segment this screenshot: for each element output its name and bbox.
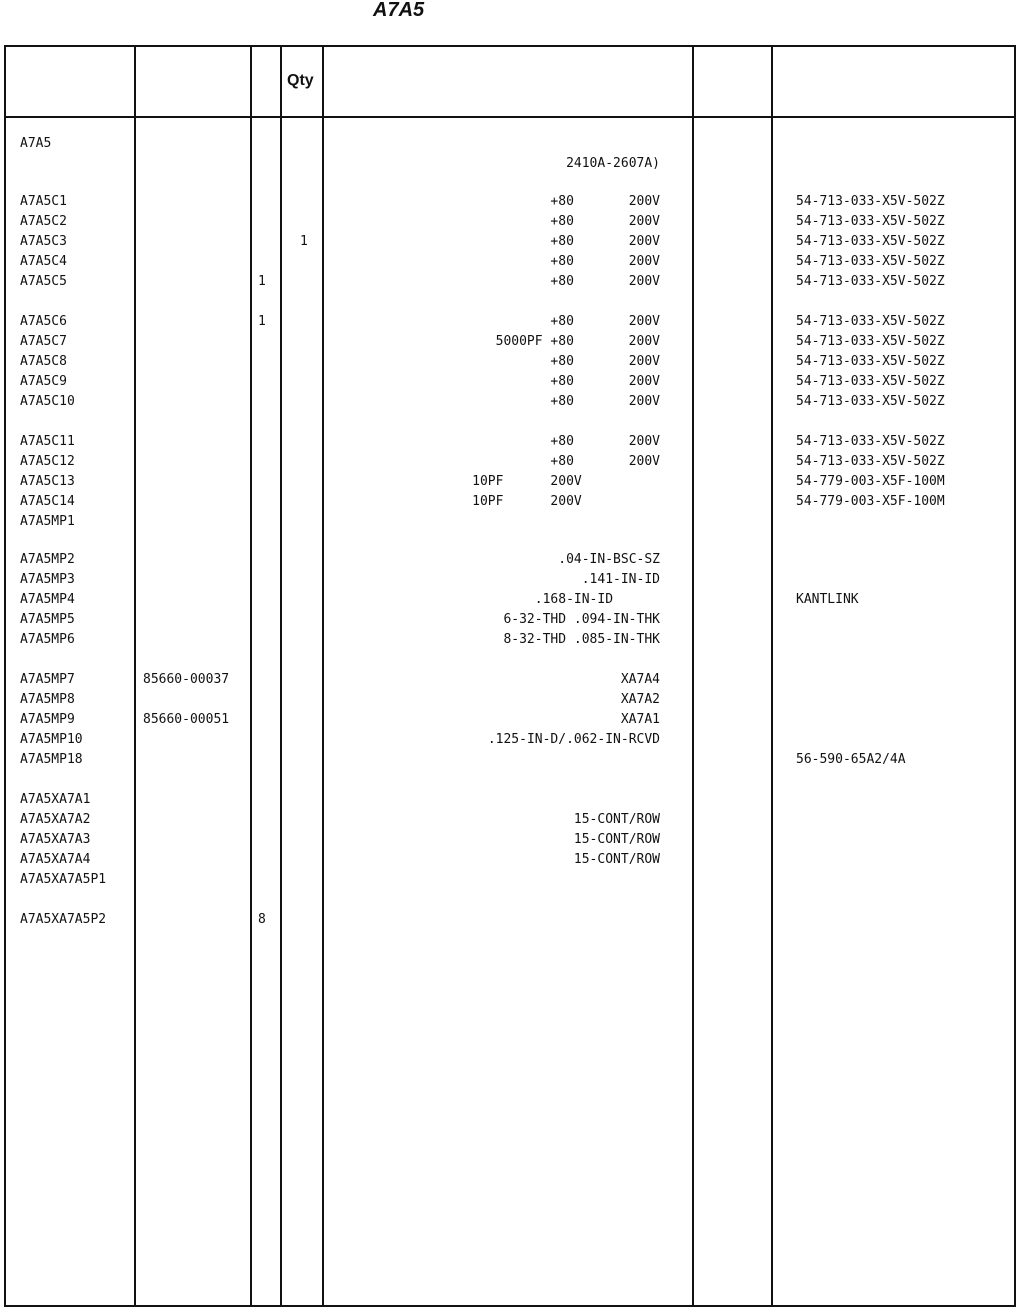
table-row [0, 352, 1020, 372]
cell-ref: A7A5C5 [20, 274, 67, 289]
table-row [0, 134, 1020, 154]
table-row [0, 232, 1020, 252]
cell-pn: 85660-00037 [143, 672, 230, 687]
cell-desc: +80 200V [550, 434, 660, 449]
cell-desc: +80 200V [550, 314, 660, 329]
cell-ref: A7A5C12 [20, 454, 75, 469]
cell-mfr: 54-713-033-X5V-502Z [796, 254, 945, 269]
cell-mfr: 54-713-033-X5V-502Z [796, 194, 945, 209]
cell-desc: +80 200V [550, 254, 660, 269]
cell-desc: +80 200V [550, 354, 660, 369]
cell-ref: A7A5XA7A5P2 [20, 912, 107, 927]
table-row [0, 830, 1020, 850]
header-divider [4, 116, 1016, 118]
table-row [0, 810, 1020, 830]
table-row [0, 492, 1020, 512]
cell-ref: A7A5C8 [20, 354, 67, 369]
cell-mfr: 54-779-003-X5F-100M [796, 474, 945, 489]
table-row [0, 272, 1020, 292]
cell-ref: A7A5XA7A5P1 [20, 872, 107, 887]
cell-ref: A7A5C3 [20, 234, 67, 249]
cell-desc: 5000PF +80 200V [495, 334, 660, 349]
cell-mfr: 54-713-033-X5V-502Z [796, 454, 945, 469]
table-row [0, 312, 1020, 332]
cell-desc: .141-IN-ID [581, 572, 660, 587]
table-row [0, 610, 1020, 630]
table-row [0, 432, 1020, 452]
cell-mfr: 54-713-033-X5V-502Z [796, 374, 945, 389]
cell-ref: A7A5XA7A4 [20, 852, 91, 867]
table-row [0, 570, 1020, 590]
cell-ref: A7A5C13 [20, 474, 75, 489]
table-row [0, 850, 1020, 870]
cell-mfr: 56-590-65A2/4A [796, 752, 906, 767]
table-row [0, 512, 1020, 532]
cell-desc: .125-IN-D/.062-IN-RCVD [487, 732, 660, 747]
cell-mfr: 54-713-033-X5V-502Z [796, 394, 945, 409]
table-row [0, 910, 1020, 930]
cell-desc: .04-IN-BSC-SZ [558, 552, 660, 567]
cell-desc: 2410A-2607A) [566, 156, 660, 171]
cell-desc: XA7A2 [620, 692, 660, 707]
cell-mfr: 54-779-003-X5F-100M [796, 494, 945, 509]
table-row [0, 192, 1020, 212]
cell-desc: +80 200V [550, 234, 660, 249]
cell-desc: +80 200V [550, 274, 660, 289]
cell-ref: A7A5C7 [20, 334, 67, 349]
table-row [0, 630, 1020, 650]
cell-desc: XA7A4 [620, 672, 660, 687]
cell-mfr: KANTLINK [796, 592, 859, 607]
cell-ref: A7A5C11 [20, 434, 75, 449]
cell-mfr: 54-713-033-X5V-502Z [796, 334, 945, 349]
cell-desc: 8-32-THD .085-IN-THK [503, 632, 660, 647]
table-row [0, 870, 1020, 890]
cell-desc: +80 200V [550, 454, 660, 469]
cell-desc: 15-CONT/ROW [573, 812, 660, 827]
table-row [0, 452, 1020, 472]
qty-column-header: Qty [287, 72, 314, 89]
cell-ref: A7A5C6 [20, 314, 67, 329]
cell-ref: A7A5MP1 [20, 514, 75, 529]
cell-desc: .168-IN-ID [534, 592, 660, 607]
cell-ref: A7A5MP9 [20, 712, 75, 727]
cell-desc: 15-CONT/ROW [573, 832, 660, 847]
cell-cd: 1 [258, 314, 266, 329]
cell-desc: 15-CONT/ROW [573, 852, 660, 867]
cell-desc: XA7A1 [620, 712, 660, 727]
cell-mfr: 54-713-033-X5V-502Z [796, 234, 945, 249]
cell-mfr: 54-713-033-X5V-502Z [796, 434, 945, 449]
cell-desc: 10PF 200V [472, 494, 660, 509]
cell-mfr: 54-713-033-X5V-502Z [796, 314, 945, 329]
table-row [0, 372, 1020, 392]
cell-ref: A7A5MP18 [20, 752, 83, 767]
cell-ref: A7A5XA7A1 [20, 792, 91, 807]
cell-ref: A7A5C2 [20, 214, 67, 229]
table-row [0, 750, 1020, 770]
table-row [0, 710, 1020, 730]
cell-mfr: 54-713-033-X5V-502Z [796, 214, 945, 229]
table-row [0, 550, 1020, 570]
table-row [0, 790, 1020, 810]
cell-ref: A7A5XA7A3 [20, 832, 91, 847]
cell-cd: 8 [258, 912, 266, 927]
cell-desc: 6-32-THD .094-IN-THK [503, 612, 660, 627]
cell-ref: A7A5MP10 [20, 732, 83, 747]
cell-ref: A7A5MP6 [20, 632, 75, 647]
table-row [0, 252, 1020, 272]
table-row [0, 590, 1020, 610]
cell-ref: A7A5C4 [20, 254, 67, 269]
table-row [0, 472, 1020, 492]
cell-pn: 85660-00051 [143, 712, 230, 727]
cell-ref: A7A5MP5 [20, 612, 75, 627]
cell-cd: 1 [258, 274, 266, 289]
cell-ref: A7A5C1 [20, 194, 67, 209]
cell-ref: A7A5C9 [20, 374, 67, 389]
cell-desc: +80 200V [550, 394, 660, 409]
table-row [0, 212, 1020, 232]
table-row [0, 730, 1020, 750]
cell-ref: A7A5XA7A2 [20, 812, 91, 827]
cell-desc: +80 200V [550, 194, 660, 209]
cell-qty: 1 [300, 234, 308, 249]
cell-ref: A7A5MP4 [20, 592, 75, 607]
cell-desc: +80 200V [550, 374, 660, 389]
cell-ref: A7A5MP7 [20, 672, 75, 687]
table-row [0, 670, 1020, 690]
table-row [0, 154, 1020, 174]
table-row [0, 392, 1020, 412]
table-row [0, 332, 1020, 352]
page-title: A7A5 [373, 0, 425, 21]
cell-desc: +80 200V [550, 214, 660, 229]
cell-mfr: 54-713-033-X5V-502Z [796, 274, 945, 289]
cell-mfr: 54-713-033-X5V-502Z [796, 354, 945, 369]
cell-ref: A7A5 [20, 136, 52, 151]
cell-ref: A7A5MP3 [20, 572, 75, 587]
cell-ref: A7A5C14 [20, 494, 75, 509]
cell-ref: A7A5MP2 [20, 552, 75, 567]
table-row [0, 690, 1020, 710]
cell-ref: A7A5C10 [20, 394, 75, 409]
cell-ref: A7A5MP8 [20, 692, 75, 707]
cell-desc: 10PF 200V [472, 474, 660, 489]
